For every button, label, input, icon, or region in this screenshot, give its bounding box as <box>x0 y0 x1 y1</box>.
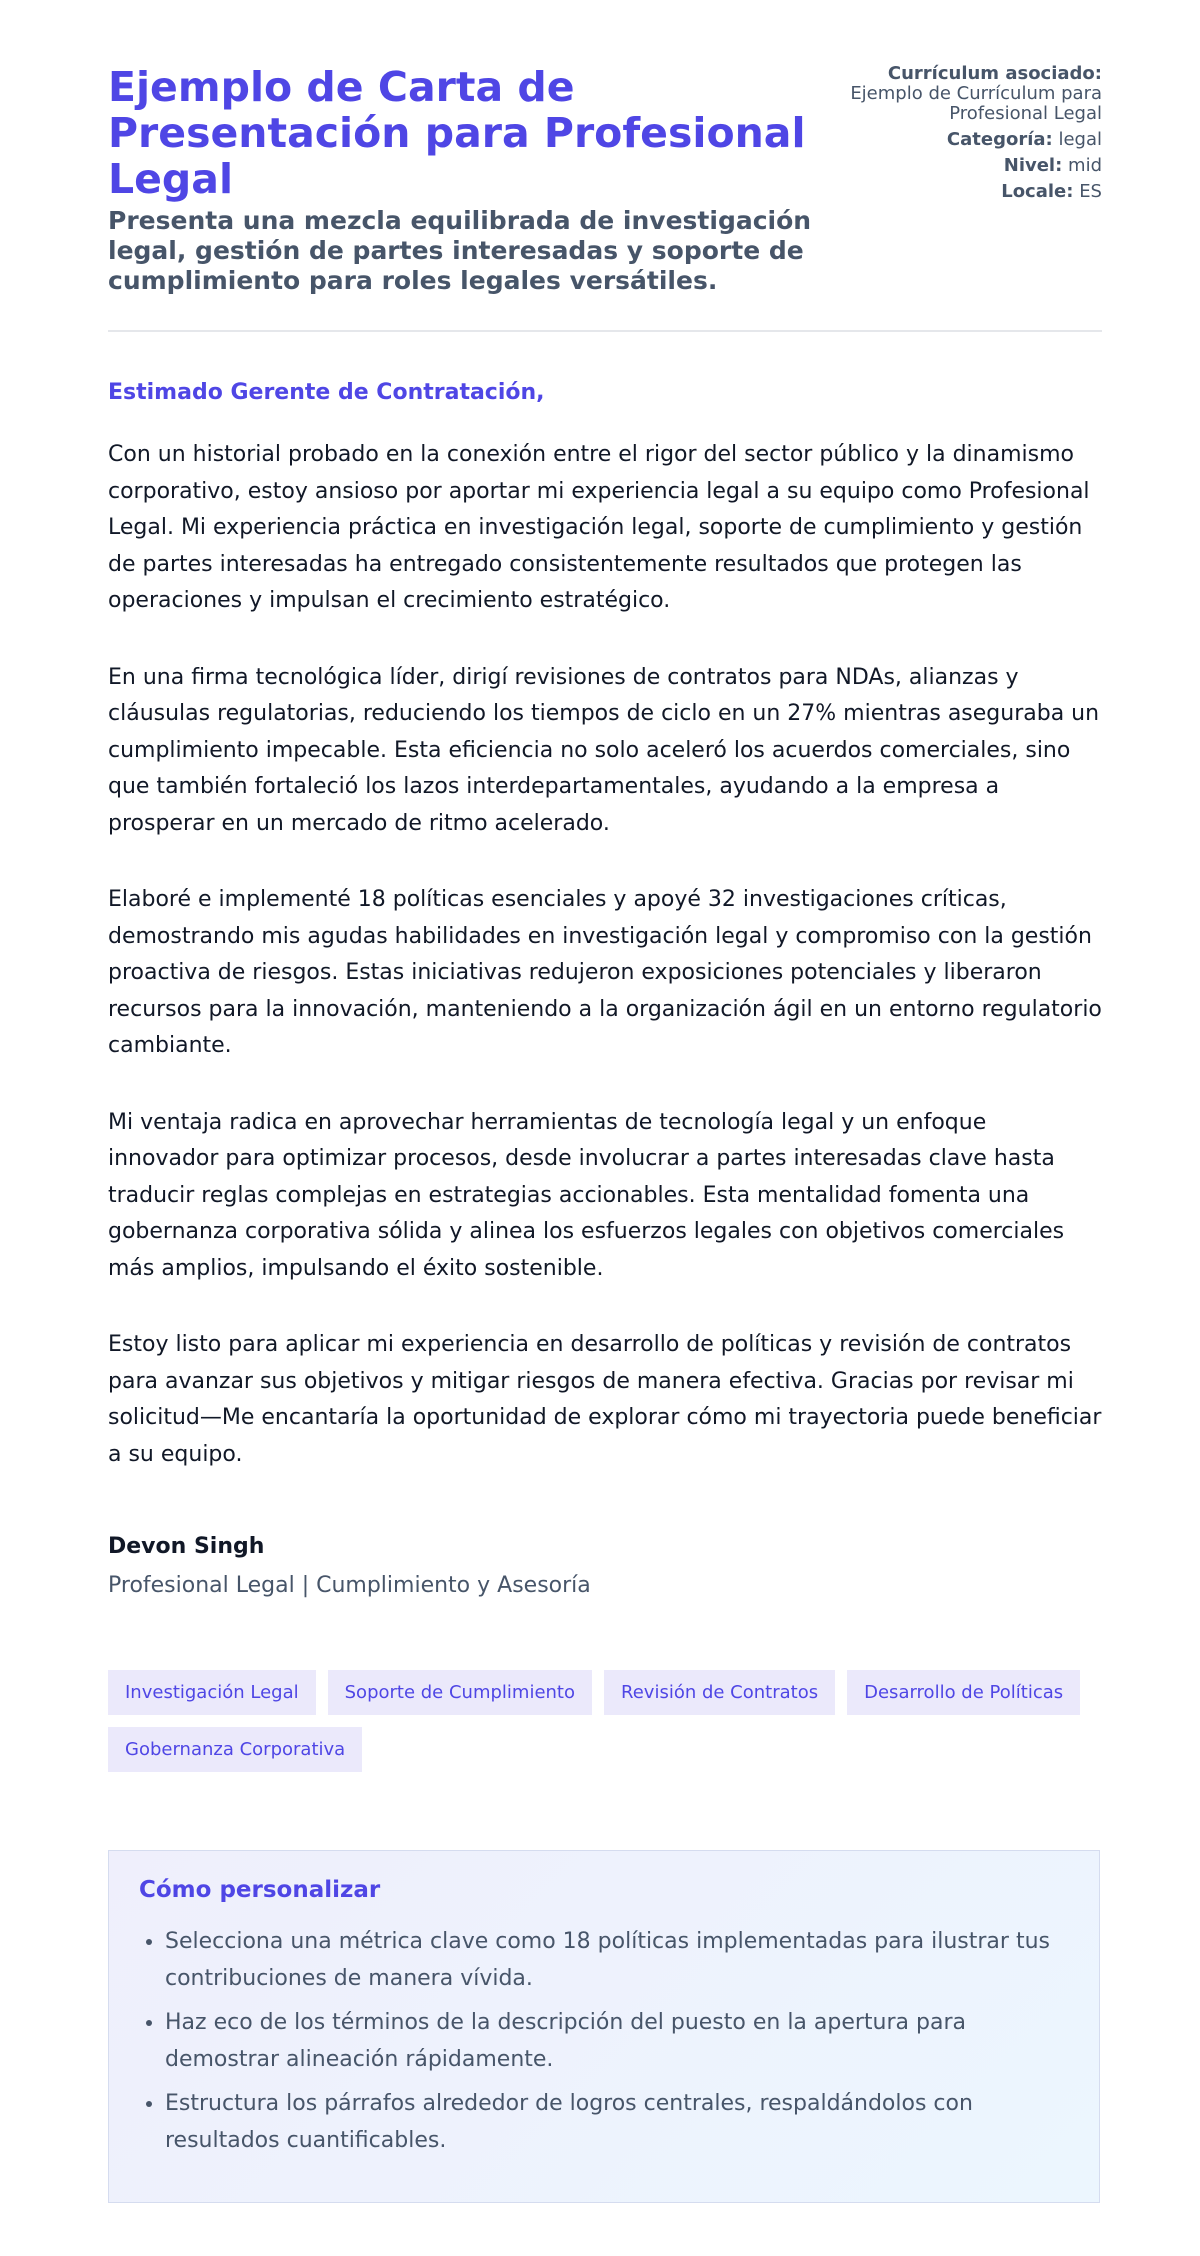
meta-category-label: Categoría: <box>946 129 1053 150</box>
cover-letter-page <box>108 0 1102 2153</box>
meta-resume-label: Currículum asociado: <box>887 63 1102 84</box>
letter-greeting: Estimado Gerente de Contratación, <box>108 380 545 405</box>
signature <box>108 1534 591 1598</box>
customization-tips <box>108 1850 1100 2203</box>
tip-item: • Estructura los párrafos alrededor de logros centrales, respaldándolos con resultados cuantificables. <box>165 2085 1069 2159</box>
meta-level <box>842 156 1102 176</box>
page-title: Ejemplo de Carta de Presentación para Profesional Legal <box>108 63 806 203</box>
skill-tag: Desarrollo de Políticas <box>847 1670 1080 1715</box>
page-header <box>108 0 1102 333</box>
signature-name: Devon Singh <box>108 1534 265 1559</box>
signature-title: Profesional Legal | Cumplimiento y Asesoría <box>108 1573 591 1598</box>
meta-level-value: mid <box>1068 155 1102 176</box>
meta-resume-value: Ejemplo de Currículum para Profesional Legal <box>850 83 1102 124</box>
skill-tag: Soporte de Cumplimiento <box>328 1670 592 1715</box>
letter-paragraph: Elaboré e implementé 18 políticas esenciales y apoyé 32 investigaciones críticas, demostrando mis agudas habilidades en investigación legal y compromiso con la gestión proactiva de riesgos. Estas iniciativas redujeron exposiciones potenciales y liberaron recursos para la innovación, manteniendo a la organización ágil en un entorno regulatorio cambiante. <box>108 887 1102 1058</box>
tips-list <box>139 1923 1069 2159</box>
header-divider <box>108 330 1102 332</box>
meta-panel <box>842 64 1102 208</box>
letter-body <box>108 437 1102 1513</box>
skill-tags <box>108 1670 1102 1772</box>
meta-category <box>842 130 1102 150</box>
tip-item: • Haz eco de los términos de la descripción del puesto en la apertura para demostrar alineación rápidamente. <box>165 2004 1069 2078</box>
skill-tag: Revisión de Contratos <box>604 1670 835 1715</box>
letter-paragraph: En una firma tecnológica líder, dirigí revisiones de contratos para NDAs, alianzas y cláusulas regulatorias, reduciendo los tiempos de ciclo en un 27% mientras aseguraba un cumplimiento impecable. Esta eficiencia no solo aceleró los acuerdos comerciales, sino que también fortaleció los lazos interdepartamentales, ayudando a la empresa a prosperar en un mercado de ritmo acelerado. <box>108 664 1100 836</box>
skill-tag: Investigación Legal <box>108 1670 316 1715</box>
letter-paragraph: Mi ventaja radica en aprovechar herramientas de tecnología legal y un enfoque innovador para optimizar procesos, desde involucrar a partes interesadas clave hasta traducir reglas complejas en estrategias accionables. Esta mentalidad fomenta una gobernanza corporativa sólida y alinea los esfuerzos legales con objetivos comerciales más amplios, impulsando el éxito sostenible. <box>108 1109 1065 1281</box>
tip-item: • Selecciona una métrica clave como 18 políticas implementadas para ilustrar tus contribuciones de manera vívida. <box>165 1923 1069 1997</box>
meta-resume <box>842 64 1102 124</box>
meta-category-value: legal <box>1058 129 1102 150</box>
meta-level-label: Nivel: <box>1003 155 1063 176</box>
meta-locale-value: ES <box>1079 181 1102 202</box>
page-subtitle: Presenta una mezcla equilibrada de investigación legal, gestión de partes interesadas y soporte de cumplimiento para roles legales versátiles. <box>108 206 812 295</box>
letter-paragraph: Estoy listo para aplicar mi experiencia en desarrollo de políticas y revisión de contratos para avanzar sus objetivos y mitigar riesgos de manera efectiva. Gracias por revisar mi solicitud—Me encantaría la oportunidad de explorar cómo mi trayectoria puede beneficiar a su equipo. <box>108 1332 1102 1467</box>
letter-paragraph: Con un historial probado en la conexión entre el rigor del sector público y la dinamismo corporativo, estoy ansioso por aportar mi experiencia legal a su equipo como Profesional Legal. Mi experiencia práctica en investigación legal, soporte de cumplimiento y gestión de partes interesadas ha entregado consistentemente resultados que protegen las operaciones y impulsan el crecimiento estratégico. <box>108 442 1090 613</box>
meta-locale-label: Locale: <box>1001 181 1074 202</box>
meta-locale <box>842 182 1102 202</box>
skill-tag: Gobernanza Corporativa <box>108 1727 362 1772</box>
tips-title: Cómo personalizar <box>139 1877 381 1903</box>
